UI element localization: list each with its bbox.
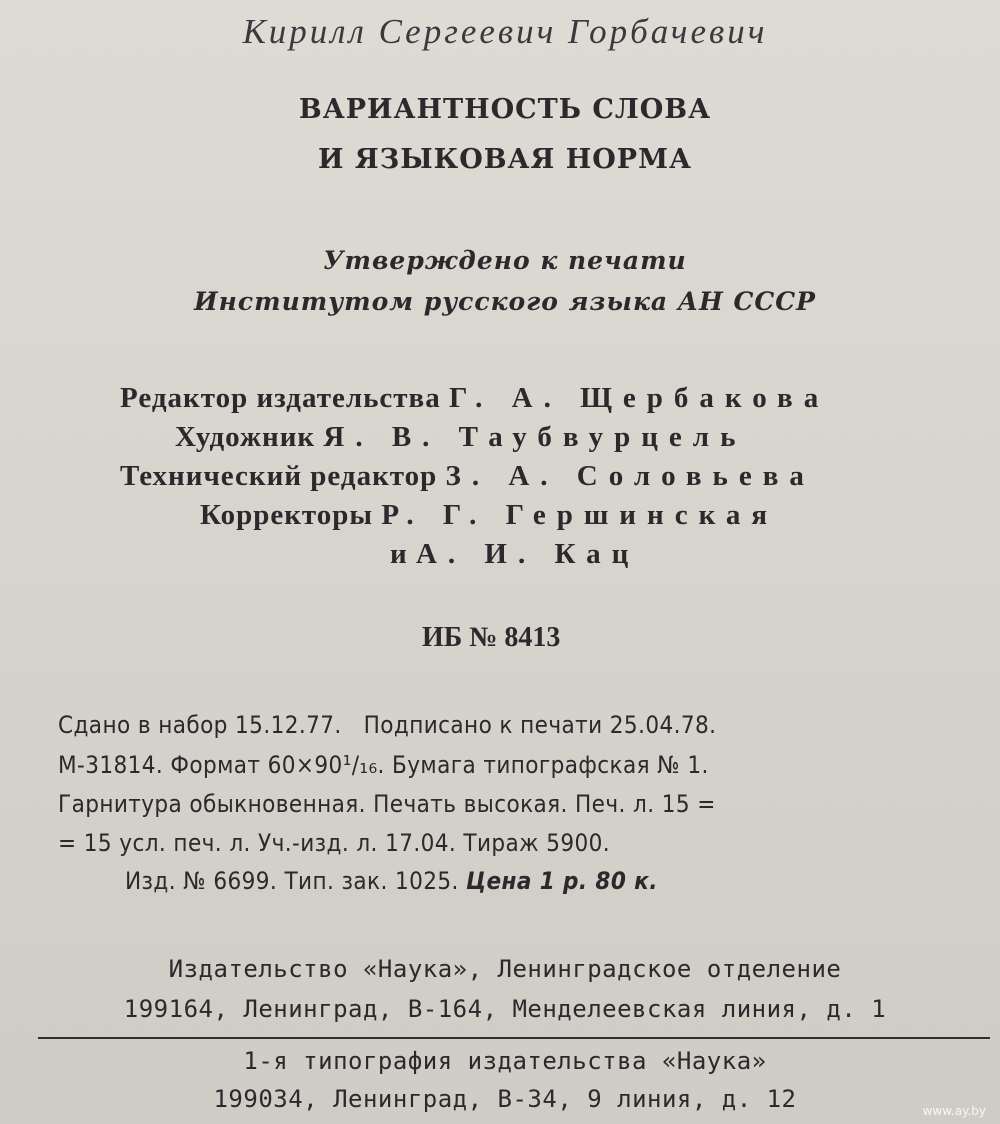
book-title-line-2: И ЯЗЫКОВАЯ НОРМА	[318, 144, 692, 175]
horizontal-divider	[38, 1037, 990, 1039]
credit-person: З. А. Соловьева	[445, 460, 815, 492]
imprint-order-info: Изд. № 6699. Тип. зак. 1025.	[125, 867, 459, 895]
credit-proofreaders	[200, 499, 778, 532]
approval-line-1: Утверждено к печати	[323, 246, 687, 275]
credit-technical-editor	[120, 460, 815, 493]
credit-editor	[120, 382, 829, 415]
credit-person: Р. Г. Гершинская	[381, 499, 779, 531]
publisher-address: 199164, Ленинград, В-164, Менделеевская линия, д. 1	[123, 995, 887, 1023]
imprint-line-5	[125, 867, 658, 895]
imprint-line-2: М-31814. Формат 60×90¹/₁₆. Бумага типографская № 1.	[58, 751, 709, 779]
ib-number: ИБ № 8413	[422, 622, 561, 653]
credit-person: Г. А. Щербакова	[448, 382, 830, 414]
credit-role: Художник	[175, 421, 316, 453]
author-name: Кирилл Сергеевич Горбачевич	[242, 12, 768, 51]
publisher-name: Издательство «Наука», Ленинградское отделение	[168, 955, 842, 983]
printer-address: 199034, Ленинград, В-34, 9 линия, д. 12	[213, 1085, 797, 1113]
site-watermark: www.ay.by	[922, 1104, 986, 1118]
credit-proofreaders-second	[390, 538, 639, 571]
credit-person: Я. В. Таубвурцель	[323, 421, 747, 453]
book-title-line-1: ВАРИАНТНОСТЬ СЛОВА	[298, 94, 712, 125]
credit-person: А. И. Кац	[415, 538, 640, 570]
credit-role: и	[390, 538, 408, 570]
credit-role: Редактор издательства	[120, 382, 441, 414]
imprint-line-3: Гарнитура обыкновенная. Печать высокая. Печ. л. 15 =	[58, 790, 716, 818]
imprint-typeset-date: Сдано в набор 15.12.77.	[58, 711, 342, 739]
credit-role: Технический редактор	[120, 460, 438, 492]
imprint-price: Цена 1 р. 80 к.	[466, 867, 658, 895]
printer-name: 1-я типография издательства «Наука»	[243, 1047, 767, 1075]
approval-line-2: Институтом русского языка АН СССР	[194, 287, 816, 316]
credit-artist	[175, 421, 746, 454]
imprint-line-4: = 15 усл. печ. л. Уч.-изд. л. 17.04. Тираж 5900.	[58, 829, 611, 857]
credit-role: Корректоры	[200, 499, 374, 531]
imprint-signed-date: Подписано к печати 25.04.78.	[363, 711, 717, 739]
imprint-line-1	[58, 711, 716, 739]
